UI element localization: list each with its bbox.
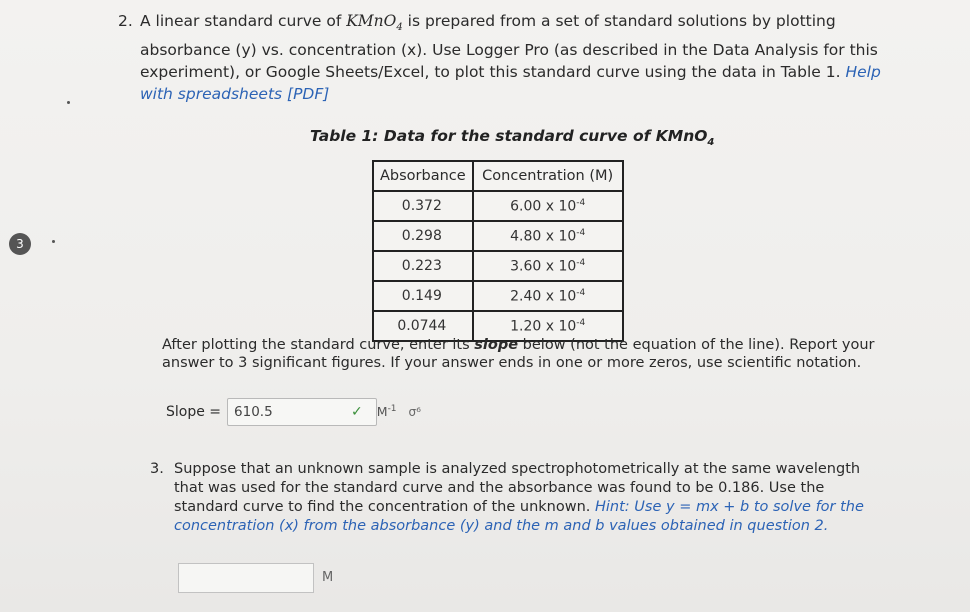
slope-label: Slope = — [166, 404, 222, 420]
hint-text: Hint: Use y = mx + b to solve for the concentration (x) from the absorbance (y) and the m and b values obtained in question 2. — [174, 499, 864, 534]
help-spreadsheets-link[interactable]: Help with spreadsheets [PDF] — [140, 63, 881, 104]
bullet-dot — [67, 101, 70, 104]
table-row: 0.223 3.60 x $10^{-4}$ — [373, 251, 623, 281]
bullet-dot — [52, 240, 55, 243]
question-2-text: A linear standard curve of KMnO$_4$ is prepared from a set of standard solutions by plotting absorbance (y) vs. concentration (x). Use Logger Pro (as described in the Data Analysis for this experiment), or Google Sheets/Excel, to plot this standard curve using the data in Table 1. Help with spreadsheets [PDF] — [140, 12, 881, 104]
table-row: 0.372 6.00 x $10^{-4}$ — [373, 191, 623, 221]
question-3-text: Suppose that an unknown sample is analyzed spectrophotometrically at the same wavelength that was used for the standard curve and the absorbance was found to be 0.186. Use the standard curve to find the concentration of the unknown. Hint: Use y = mx + b to solve for the concentration (x) from the absorbance (y) and the m and b values obtained in question 2. — [174, 461, 864, 534]
standard-curve-table — [372, 160, 624, 342]
slope-row — [166, 398, 421, 426]
question-number: 3. — [150, 461, 164, 477]
table-row: 0.0744 1.20 x $10^{-4}$ — [373, 311, 623, 341]
column-header-absorbance: Absorbance — [373, 161, 473, 191]
table-caption: Table 1: Data for the standard curve of KMnO$_4$ — [310, 127, 715, 149]
question-2 — [118, 10, 888, 105]
question-number: 2. — [118, 12, 133, 30]
table-row: 0.149 2.40 x $10^{-4}$ — [373, 281, 623, 311]
slope-input[interactable]: 610.5 — [227, 398, 377, 426]
column-header-concentration: Concentration (M) — [473, 161, 623, 191]
slope-instructions: After plotting the standard curve, enter its slope below (not the equation of the line). Report your answer to 3 significant figures. If your answer ends in one or more zeros, use scientific notation. — [162, 337, 875, 371]
attempts-icon[interactable]: σ⁶ — [408, 405, 421, 419]
check-icon: ✓ — [351, 404, 363, 420]
concentration-unit: M — [322, 570, 334, 585]
slope-unit: $M^{-1}$ — [376, 404, 397, 420]
formula: KMnO$_4$ — [346, 12, 403, 34]
concentration-input[interactable] — [178, 563, 314, 593]
table-row: 0.298 4.80 x $10^{-4}$ — [373, 221, 623, 251]
question-badge[interactable]: 3 — [9, 233, 31, 255]
question-3 — [150, 460, 890, 536]
